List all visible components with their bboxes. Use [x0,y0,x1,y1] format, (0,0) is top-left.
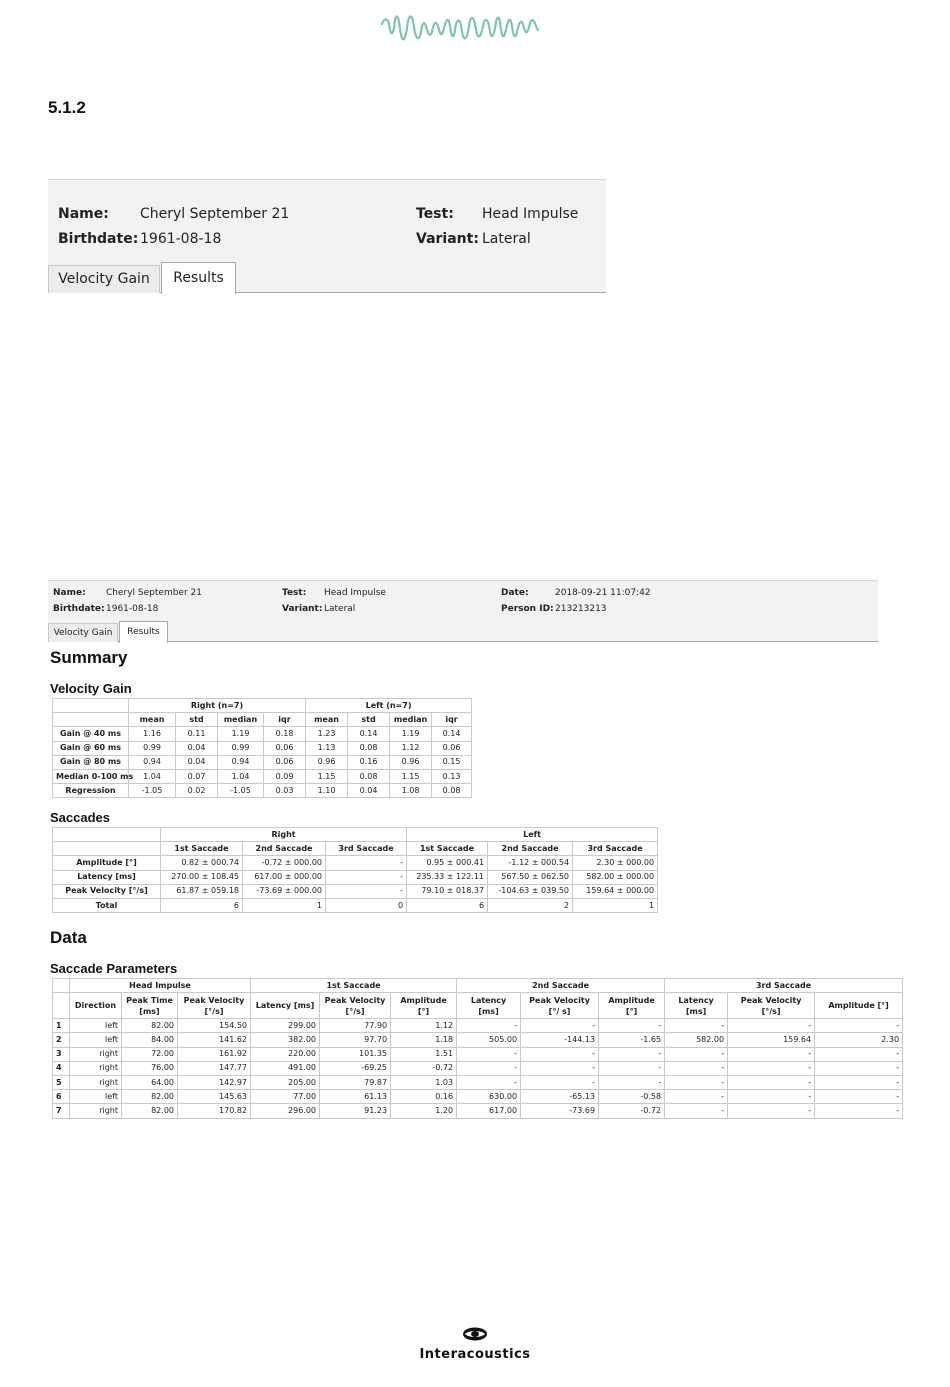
report-tab-velocity-gain[interactable]: Velocity Gain [48,623,118,642]
table-row [53,1061,903,1075]
table-cell: 0.04 [348,784,390,798]
table-cell: 0.08 [348,769,390,783]
table-cell: 1.23 [306,727,348,741]
summary-heading: Summary [50,648,128,667]
table-cell: right [70,1047,122,1061]
table-cell: 0.13 [432,769,472,783]
table-cell: 0.99 [218,741,264,755]
table-cell: 154.50 [178,1019,251,1033]
column-header: Latency [ms] [665,993,728,1019]
column-header: Latency [ms] [457,993,521,1019]
column-header: std [176,713,218,727]
column-header: Amplitude [°] [599,993,665,1019]
column-header: 2nd Saccade [243,842,326,856]
report-date-label: Date: [501,588,529,598]
table-cell: 1.51 [391,1047,457,1061]
group-header: Left (n=7) [306,699,472,713]
table-cell: -0.58 [599,1090,665,1104]
table-cell: 220.00 [251,1047,320,1061]
velocity-gain-heading: Velocity Gain [50,681,132,696]
table-cell: - [665,1061,728,1075]
saccades-heading: Saccades [50,810,110,825]
table-cell: 1.04 [129,769,176,783]
name-value: Cheryl September 21 [140,206,290,222]
table-cell: 1.15 [390,769,432,783]
section-number: 5.1.2 [48,98,86,117]
row-index: 2 [53,1033,70,1047]
table-cell: 82.00 [122,1019,178,1033]
table-corner-cell [53,993,70,1019]
velocity-gain-table [52,698,472,798]
column-header: 1st Saccade [407,842,488,856]
report-birthdate-value: 1961-08-18 [106,604,159,614]
table-cell: 1.18 [391,1033,457,1047]
table-cell: 0.18 [264,727,306,741]
table-cell: - [599,1019,665,1033]
table-cell: -69.25 [320,1061,391,1075]
tab-velocity-gain[interactable]: Velocity Gain [48,265,160,293]
group-header: 3rd Saccade [665,979,903,993]
table-cell: 84.00 [122,1033,178,1047]
group-header: Right [161,828,407,842]
table-cell: -0.72 [599,1104,665,1118]
table-cell: 0.08 [348,741,390,755]
table-cell: 145.63 [178,1090,251,1104]
table-row [53,1104,903,1118]
row-index: 4 [53,1061,70,1075]
table-cell: - [665,1090,728,1104]
table-cell: - [326,884,407,898]
row-index: 5 [53,1075,70,1089]
table-row [53,1075,903,1089]
test-label: Test: [416,206,454,222]
table-cell: left [70,1019,122,1033]
table-cell: -73.69 ± 000.00 [243,884,326,898]
report-name-label: Name: [53,588,86,598]
column-header: Peak Time [ms] [122,993,178,1019]
table-cell: - [521,1075,599,1089]
group-header: Head Impulse [70,979,251,993]
table-cell: 1.10 [306,784,348,798]
report-variant-label: Variant: [282,604,323,614]
name-label: Name: [58,206,109,222]
variant-value: Lateral [482,231,531,247]
column-header: 2nd Saccade [488,842,573,856]
table-row [53,1047,903,1061]
column-header: mean [129,713,176,727]
table-cell: 0.06 [264,755,306,769]
table-row [53,856,658,870]
row-header: Total [53,898,161,912]
table-cell: 61.13 [320,1090,391,1104]
table-cell: 97.70 [320,1033,391,1047]
table-cell: - [815,1104,903,1118]
table-cell: - [665,1019,728,1033]
group-header: 2nd Saccade [457,979,665,993]
table-cell: - [665,1047,728,1061]
column-header: Peak Velocity [°/s] [320,993,391,1019]
column-header: 3rd Saccade [326,842,407,856]
table-cell: 0 [326,898,407,912]
table-cell: 0.99 [129,741,176,755]
column-header: Amplitude [°] [391,993,457,1019]
table-cell: 1 [573,898,658,912]
table-cell: 0.06 [264,741,306,755]
report-test-value: Head Impulse [324,588,386,598]
table-cell: 147.77 [178,1061,251,1075]
table-cell: 2 [488,898,573,912]
table-cell: -144.13 [521,1033,599,1047]
table-cell: 82.00 [122,1090,178,1104]
table-cell: - [815,1075,903,1089]
report-person-id-value: 213213213 [555,604,607,614]
table-cell: 617.00 [457,1104,521,1118]
table-cell: 270.00 ± 108.45 [161,870,243,884]
table-cell: 1 [243,898,326,912]
table-row [53,727,472,741]
table-corner-cell [53,713,129,727]
table-corner-cell [53,979,70,993]
table-cell: - [457,1047,521,1061]
table-cell: 0.09 [264,769,306,783]
table-cell: 382.00 [251,1033,320,1047]
table-corner-cell [53,699,129,713]
table-cell: 0.03 [264,784,306,798]
table-cell: - [815,1090,903,1104]
table-cell: 0.15 [432,755,472,769]
table-cell: 77.90 [320,1019,391,1033]
table-cell: 0.04 [176,741,218,755]
table-cell: 582.00 ± 000.00 [573,870,658,884]
wave-logo-icon [380,8,546,44]
table-row [53,769,472,783]
table-cell: 0.11 [176,727,218,741]
table-cell: 491.00 [251,1061,320,1075]
table-cell: -1.12 ± 000.54 [488,856,573,870]
table-cell: 0.02 [176,784,218,798]
report-variant-value: Lateral [324,604,356,614]
table-cell: 82.00 [122,1104,178,1118]
table-corner-cell [53,842,161,856]
table-cell: 159.64 [728,1033,815,1047]
table-cell: 0.82 ± 000.74 [161,856,243,870]
table-cell: 1.08 [390,784,432,798]
column-header: 1st Saccade [161,842,243,856]
table-cell: right [70,1075,122,1089]
table-cell: 1.03 [391,1075,457,1089]
column-header: iqr [264,713,306,727]
table-cell: 1.12 [391,1019,457,1033]
column-header: Peak Velocity [°/s] [178,993,251,1019]
row-header: Gain @ 80 ms [53,755,129,769]
table-cell: left [70,1090,122,1104]
table-cell: 582.00 [665,1033,728,1047]
table-cell: - [815,1019,903,1033]
group-header: 1st Saccade [251,979,457,993]
table-cell: 296.00 [251,1104,320,1118]
table-cell: -73.69 [521,1104,599,1118]
group-header: Left [407,828,658,842]
table-cell: left [70,1033,122,1047]
table-row [53,1019,903,1033]
column-header: median [390,713,432,727]
table-cell: 1.12 [390,741,432,755]
table-cell: 235.33 ± 122.11 [407,870,488,884]
table-cell: right [70,1104,122,1118]
report-tab-bar [48,621,878,642]
report-tab-results[interactable]: Results [119,621,168,643]
table-cell: - [728,1075,815,1089]
column-header: mean [306,713,348,727]
table-cell: 101.35 [320,1047,391,1061]
group-header: Right (n=7) [129,699,306,713]
table-cell: 0.08 [432,784,472,798]
table-cell: -0.72 [391,1061,457,1075]
column-header: iqr [432,713,472,727]
table-cell: -1.05 [129,784,176,798]
table-cell: - [728,1047,815,1061]
table-cell: 0.04 [176,755,218,769]
table-cell: 2.30 ± 000.00 [573,856,658,870]
saccade-parameters-table [52,978,903,1119]
row-header: Regression [53,784,129,798]
report-header [48,580,878,641]
table-row [53,755,472,769]
table-cell: 170.82 [178,1104,251,1118]
table-cell: 617.00 ± 000.00 [243,870,326,884]
table-cell: 91.23 [320,1104,391,1118]
report-date-value: 2018-09-21 11:07:42 [555,588,651,598]
test-value: Head Impulse [482,206,579,222]
report-person-id-label: Person ID: [501,604,554,614]
column-header: std [348,713,390,727]
report-birthdate-label: Birthdate: [53,604,105,614]
column-header: Peak Velocity [°/s] [728,993,815,1019]
results-report [48,580,900,1120]
column-header: Peak Velocity [°/ s] [521,993,599,1019]
tab-bar [48,262,606,293]
table-cell: - [815,1047,903,1061]
table-cell: 61.87 ± 059.18 [161,884,243,898]
table-cell: 159.64 ± 000.00 [573,884,658,898]
column-header: Direction [70,993,122,1019]
row-header: Median 0-100 ms [53,769,129,783]
table-cell: - [728,1061,815,1075]
patient-header-panel [48,179,606,292]
table-cell: - [326,856,407,870]
table-cell: 0.14 [348,727,390,741]
table-cell: 79.87 [320,1075,391,1089]
table-cell: 161.92 [178,1047,251,1061]
table-cell: 1.20 [391,1104,457,1118]
table-cell: - [728,1019,815,1033]
table-cell: 630.00 [457,1090,521,1104]
table-cell: 205.00 [251,1075,320,1089]
report-name-value: Cheryl September 21 [106,588,202,598]
table-row [53,898,658,912]
table-cell: - [521,1019,599,1033]
table-row [53,1033,903,1047]
table-cell: 72.00 [122,1047,178,1061]
table-cell: - [457,1075,521,1089]
table-cell: 6 [407,898,488,912]
table-cell: - [521,1061,599,1075]
table-cell: 6 [161,898,243,912]
table-row [53,784,472,798]
table-cell: 1.13 [306,741,348,755]
column-header: median [218,713,264,727]
table-cell: -65.13 [521,1090,599,1104]
table-cell: 0.16 [391,1090,457,1104]
column-header: 3rd Saccade [573,842,658,856]
table-cell: - [599,1061,665,1075]
table-cell: - [457,1061,521,1075]
table-cell: - [326,870,407,884]
saccade-parameters-heading: Saccade Parameters [50,961,178,976]
table-cell: 1.04 [218,769,264,783]
table-cell: 1.16 [129,727,176,741]
table-cell: 1.15 [306,769,348,783]
table-cell: - [599,1047,665,1061]
row-header: Latency [ms] [53,870,161,884]
table-cell: 1.19 [390,727,432,741]
table-cell: -104.63 ± 039.50 [488,884,573,898]
table-cell: right [70,1061,122,1075]
table-cell: - [665,1104,728,1118]
table-cell: 0.96 [390,755,432,769]
table-cell: 0.06 [432,741,472,755]
birthdate-value: 1961-08-18 [140,231,222,247]
table-row [53,870,658,884]
row-index: 6 [53,1090,70,1104]
table-cell: 141.62 [178,1033,251,1047]
table-cell: 77.00 [251,1090,320,1104]
row-header: Peak Velocity [°/s] [53,884,161,898]
table-corner-cell [53,828,161,842]
table-cell: - [599,1075,665,1089]
row-index: 3 [53,1047,70,1061]
report-test-label: Test: [282,588,307,598]
table-row [53,1090,903,1104]
table-cell: 299.00 [251,1019,320,1033]
row-header: Gain @ 40 ms [53,727,129,741]
table-cell: - [521,1047,599,1061]
table-cell: 0.07 [176,769,218,783]
row-index: 7 [53,1104,70,1118]
column-header: Latency [ms] [251,993,320,1019]
row-header: Gain @ 60 ms [53,741,129,755]
row-header: Amplitude [°] [53,856,161,870]
table-cell: - [728,1090,815,1104]
table-cell: 0.95 ± 000.41 [407,856,488,870]
data-heading: Data [50,928,87,947]
table-cell: - [457,1019,521,1033]
table-cell: - [815,1061,903,1075]
column-header: Amplitude [°] [815,993,903,1019]
table-row [53,884,658,898]
table-cell: 505.00 [457,1033,521,1047]
table-cell: 0.96 [306,755,348,769]
table-cell: 0.94 [218,755,264,769]
table-cell: -0.72 ± 000.00 [243,856,326,870]
table-cell: 79.10 ± 018.37 [407,884,488,898]
row-index: 1 [53,1019,70,1033]
tab-results[interactable]: Results [161,262,236,294]
table-cell: 76.00 [122,1061,178,1075]
table-cell: 567.50 ± 062.50 [488,870,573,884]
table-cell: 64.00 [122,1075,178,1089]
birthdate-label: Birthdate: [58,231,139,247]
saccades-table [52,827,658,913]
brand-name: Interacoustics [419,1347,531,1362]
table-cell: - [665,1075,728,1089]
table-cell: 0.16 [348,755,390,769]
table-cell: 1.19 [218,727,264,741]
table-row [53,741,472,755]
table-cell: 2.30 [815,1033,903,1047]
table-cell: 0.14 [432,727,472,741]
variant-label: Variant: [416,231,479,247]
table-cell: 142.97 [178,1075,251,1089]
table-cell: -1.05 [218,784,264,798]
table-cell: - [728,1104,815,1118]
interacoustics-logo [405,1326,545,1362]
table-cell: 0.94 [129,755,176,769]
globe-icon [462,1327,488,1341]
table-cell: -1.65 [599,1033,665,1047]
